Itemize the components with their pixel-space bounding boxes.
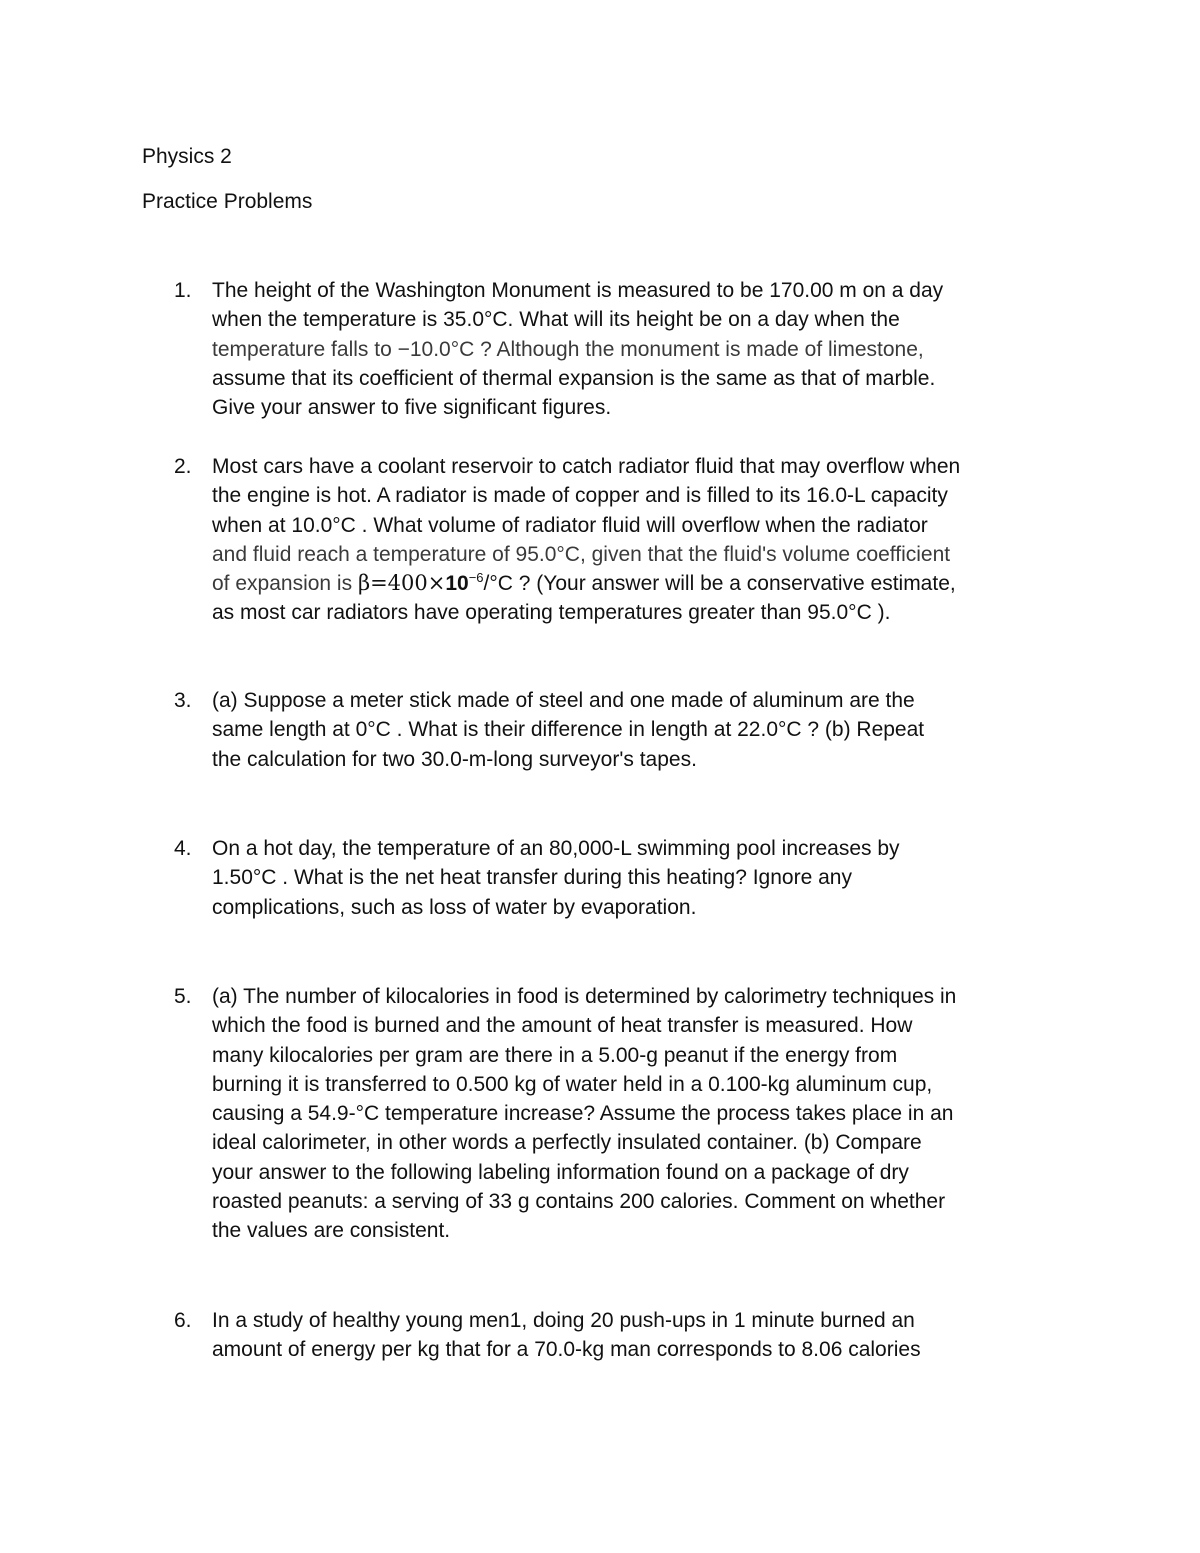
formula-lead-text: of expansion is	[212, 572, 358, 596]
course-title: Physics 2	[142, 145, 232, 168]
problem-text-line: roasted peanuts: a serving of 33 g contains 200 calories. Comment on whether	[212, 1190, 946, 1214]
problem-6	[174, 1306, 1074, 1365]
problem-number: 3.	[174, 689, 192, 712]
problem-text-line: your answer to the following labeling information found on a package of dry	[212, 1160, 909, 1184]
power-of-ten-exponent: −6	[468, 570, 484, 586]
problem-text-line: same length at 0°C . What is their difference in length at 22.0°C ? (b) Repeat	[212, 718, 925, 742]
problem-5	[174, 982, 1074, 1246]
problem-text-line: (a) Suppose a meter stick made of steel and one made of aluminum are the	[212, 689, 915, 712]
power-of-ten-base: 10	[445, 572, 469, 596]
problem-number: 1.	[174, 279, 192, 302]
problem-text-line: when the temperature is 35.0°C. What will its height be on a day when the	[212, 308, 900, 332]
problem-text-line: assume that its coefficient of thermal expansion is the same as that of marble.	[212, 366, 936, 390]
problem-text-line: temperature falls to −10.0°C ? Although the monument is made of limestone,	[212, 337, 924, 361]
problem-text-line-formula	[212, 569, 1074, 598]
problem-text-line: In a study of healthy young men1, doing 20 push-ups in 1 minute burned an	[212, 1309, 915, 1332]
problem-text-line: burning it is transferred to 0.500 kg of water held in a 0.100-kg aluminum cup,	[212, 1072, 933, 1096]
problem-number: 4.	[174, 837, 192, 860]
problem-text-line: as most car radiators have operating temperatures greater than 95.0°C ).	[212, 601, 891, 625]
problem-text-line: the values are consistent.	[212, 1219, 451, 1243]
problem-2	[174, 452, 1074, 628]
problem-text-line: Most cars have a coolant reservoir to catch radiator fluid that may overflow when	[212, 455, 961, 478]
problem-text-line: The height of the Washington Monument is measured to be 170.00 m on a day	[212, 279, 944, 302]
problem-text-line: which the food is burned and the amount of heat transfer is measured. How	[212, 1014, 913, 1038]
problem-number: 6.	[174, 1309, 192, 1332]
beta-expression: β=400×	[357, 571, 446, 596]
problem-text-line: and fluid reach a temperature of 95.0°C, given that the fluid's volume coefficient	[212, 542, 951, 566]
problem-text-line: On a hot day, the temperature of an 80,000-L swimming pool increases by	[212, 837, 900, 860]
problem-text-line: Give your answer to five significant figures.	[212, 396, 612, 420]
problem-text-line: ideal calorimeter, in other words a perfectly insulated container. (b) Compare	[212, 1131, 922, 1155]
problem-text-line: complications, such as loss of water by evaporation.	[212, 895, 697, 919]
problem-text-line: when at 10.0°C . What volume of radiator fluid will overflow when the radiator	[212, 513, 928, 537]
problem-1	[174, 276, 1074, 422]
problem-number: 5.	[174, 985, 192, 1008]
problem-text-line: amount of energy per kg that for a 70.0-kg man corresponds to 8.06 calories	[212, 1338, 921, 1362]
problem-text-line: causing a 54.9-°C temperature increase? Assume the process takes place in an	[212, 1102, 954, 1126]
problem-4	[174, 834, 1074, 922]
problem-text-line: (a) The number of kilocalories in food is determined by calorimetry techniques in	[212, 985, 957, 1008]
document-subtitle: Practice Problems	[142, 190, 313, 213]
problem-text-line: the engine is hot. A radiator is made of copper and is filled to its 16.0-L capacity	[212, 484, 948, 508]
problem-text-line: many kilocalories per gram are there in a 5.00-g peanut if the energy from	[212, 1043, 898, 1067]
formula-trail-text: /°C ? (Your answer will be a conservative estimate,	[483, 572, 956, 596]
problem-3	[174, 686, 1074, 774]
problem-text-line: the calculation for two 30.0-m-long surveyor's tapes.	[212, 747, 697, 771]
problem-text-line: 1.50°C . What is the net heat transfer during this heating? Ignore any	[212, 866, 852, 890]
problem-number: 2.	[174, 455, 192, 478]
